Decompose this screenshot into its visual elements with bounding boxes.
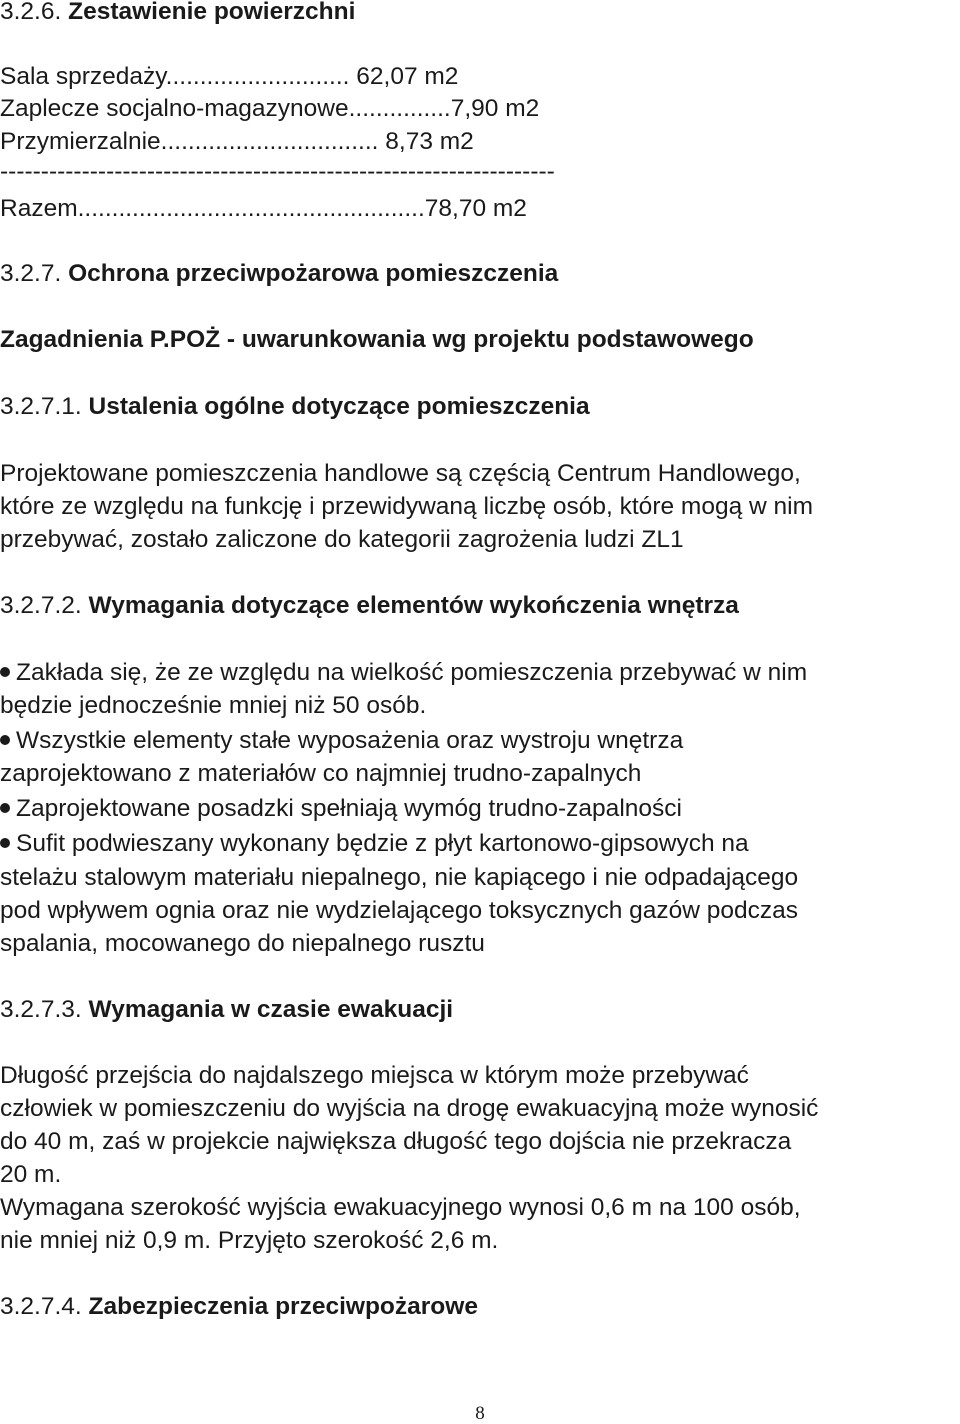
section-3-2-7-3-heading — [0, 994, 453, 1026]
section-3-2-7-4-heading — [0, 1291, 478, 1323]
section-title: Wymagania dotyczące elementów wykończenia wnętrza — [88, 592, 739, 619]
section-title: Wymagania w czasie ewakuacji — [88, 996, 454, 1023]
bullet-continuation: pod wpływem ognia oraz nie wydzielającego toksycznych gazów podczas — [0, 897, 799, 924]
area-row-sales: Sala sprzedaży........................... 62,07 m2 — [0, 63, 459, 90]
section-title: Zabezpieczenia przeciwpożarowe — [88, 1293, 478, 1320]
paragraph-line: człowiek w pomieszczeniu do wyjścia na drogę ewakuacyjną może wynosić — [0, 1095, 819, 1122]
paragraph-line: Wymagana szerokość wyjścia ewakuacyjnego wynosi 0,6 m na 100 osób, — [0, 1194, 801, 1221]
section-3-2-6-heading — [0, 0, 355, 28]
section-3-2-7-2-heading — [0, 590, 739, 622]
bullet-item — [0, 725, 683, 757]
bullet-item — [0, 657, 807, 689]
bullet-icon — [0, 838, 10, 848]
page-number: 8 — [475, 1403, 485, 1424]
paragraph-line: 20 m. — [0, 1161, 62, 1188]
area-row-fitting-rooms: Przymierzalnie................................ 8,73 m2 — [0, 128, 474, 155]
bullet-icon — [0, 667, 10, 677]
bullet-continuation: zaprojektowano z materiałów co najmniej trudno-zapalnych — [0, 760, 642, 787]
paragraph-line: Długość przejścia do najdalszego miejsca w którym może przebywać — [0, 1062, 749, 1089]
section-number: 3.2.7.2. — [0, 592, 82, 619]
section-number: 3.2.7.4. — [0, 1293, 82, 1320]
paragraph-line: nie mniej niż 0,9 m. Przyjęto szerokość 2,6 m. — [0, 1227, 499, 1254]
area-row-backroom: Zaplecze socjalno-magazynowe...............7,90 m2 — [0, 95, 540, 122]
section-number: 3.2.7.3. — [0, 996, 82, 1023]
bullet-continuation: spalania, mocowanego do niepalnego rusztu — [0, 930, 485, 957]
section-number: 3.2.7.1. — [0, 393, 82, 420]
section-title: Ochrona przeciwpożarowa pomieszczenia — [68, 260, 559, 287]
bullet-text: Zakłada się, że ze względu na wielkość pomieszczenia przebywać w nim — [16, 659, 808, 686]
bullet-item — [0, 828, 749, 860]
bullet-continuation: będzie jednocześnie mniej niż 50 osób. — [0, 692, 427, 719]
paragraph-line: do 40 m, zaś w projekcie największa długość tego dojścia nie przekracza — [0, 1128, 792, 1155]
section-3-2-7-1-heading — [0, 391, 590, 423]
bullet-text: Wszystkie elementy stałe wyposażenia oraz wystroju wnętrza — [16, 727, 684, 754]
bullet-text: Sufit podwieszany wykonany będzie z płyt kartonowo-gipsowych na — [16, 830, 749, 857]
bullet-text: Zaprojektowane posadzki spełniają wymóg trudno-zapalności — [16, 795, 682, 822]
bullet-icon — [0, 735, 10, 745]
section-title: Ustalenia ogólne dotyczące pomieszczenia — [88, 393, 590, 420]
bullet-continuation: stelażu stalowym materiału niepalnego, nie kapiącego i nie odpadającego — [0, 864, 799, 891]
fire-safety-subheading: Zagadnienia P.POŻ - uwarunkowania wg projektu podstawowego — [0, 326, 754, 353]
paragraph-line: przebywać, zostało zaliczone do kategorii zagrożenia ludzi ZL1 — [0, 526, 684, 553]
area-total: Razem...................................................78,70 m2 — [0, 195, 527, 222]
bullet-item — [0, 793, 682, 825]
section-title: Zestawienie powierzchni — [68, 0, 356, 25]
section-number: 3.2.6. — [0, 0, 62, 25]
section-3-2-7-heading — [0, 258, 558, 290]
separator-line: -------------------------------------------------------------------- — [0, 158, 555, 185]
paragraph-line: Projektowane pomieszczenia handlowe są częścią Centrum Handlowego, — [0, 460, 801, 487]
paragraph-line: które ze względu na funkcję i przewidywaną liczbę osób, które mogą w nim — [0, 493, 813, 520]
section-number: 3.2.7. — [0, 260, 62, 287]
bullet-icon — [0, 803, 10, 813]
